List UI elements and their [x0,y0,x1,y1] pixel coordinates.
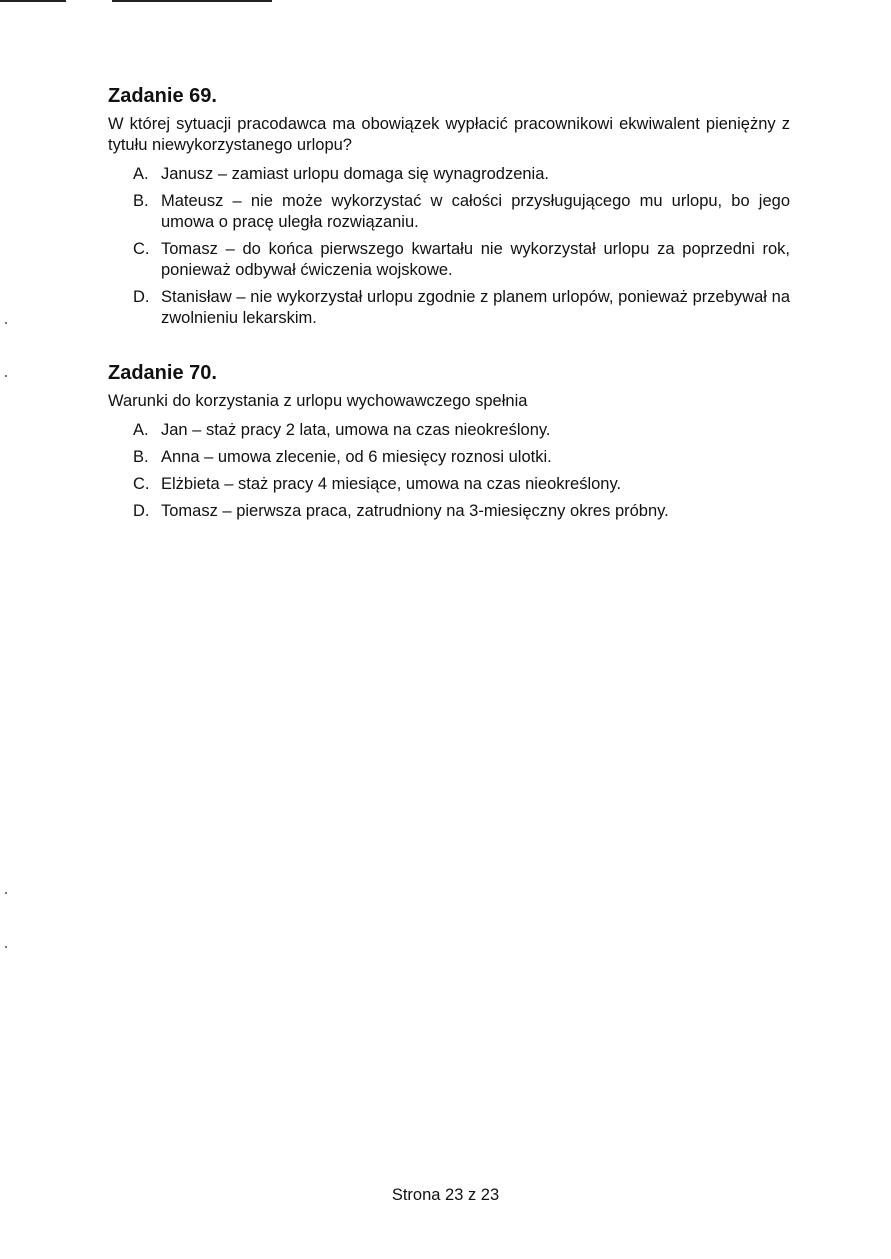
task-69 [108,84,790,335]
task-title: Zadanie 70. [108,362,217,384]
option-letter: C. [133,475,150,493]
task-question: Warunki do korzystania z urlopu wychowawczego spełnia [108,392,528,410]
option-letter: A. [133,165,149,183]
page-number: Strona 23 z 23 [391,1186,500,1204]
top-rule-left [0,0,66,2]
option-letter: D. [133,288,150,306]
task-70 [108,361,790,528]
answer-option [108,501,790,522]
margin-mark [5,892,7,894]
answer-options [108,420,790,522]
option-letter: B. [133,192,149,210]
task-title: Zadanie 69. [108,85,217,107]
option-text: Tomasz – pierwsza praca, zatrudniony na 3-miesięczny okres próbny. [161,502,669,520]
answer-option [108,191,790,233]
option-text: Tomasz – do końca pierwszego kwartału nie wykorzystał urlopu za poprzedni rok, ponieważ odbywał ćwiczenia wojskowe. [161,240,790,279]
option-letter: C. [133,240,150,258]
answer-options [108,164,790,329]
answer-option [108,239,790,281]
option-letter: A. [133,421,149,439]
option-text: Elżbieta – staż pracy 4 miesiące, umowa na czas nieokreślony. [161,475,622,493]
answer-option [108,420,790,441]
option-text: Stanisław – nie wykorzystał urlopu zgodnie z planem urlopów, ponieważ przebywał na zwolnieniu lekarskim. [161,288,790,327]
margin-mark [5,946,7,948]
answer-option [108,164,790,185]
answer-option [108,447,790,468]
margin-mark [5,375,7,377]
top-rule-right [112,0,272,2]
task-question: W której sytuacji pracodawca ma obowiązek wypłacić pracownikowi ekwiwalent pieniężny z tytułu niewykorzystanego urlopu? [108,115,790,154]
option-text: Jan – staż pracy 2 lata, umowa na czas nieokreślony. [161,421,551,439]
answer-option [108,474,790,495]
option-letter: D. [133,502,150,520]
option-text: Mateusz – nie może wykorzystać w całości przysługującego mu urlopu, bo jego umowa o pracę uległa rozwiązaniu. [161,192,790,231]
option-text: Janusz – zamiast urlopu domaga się wynagrodzenia. [161,165,549,183]
margin-mark [5,322,7,324]
option-letter: B. [133,448,149,466]
option-text: Anna – umowa zlecenie, od 6 miesięcy roznosi ulotki. [161,448,552,466]
answer-option [108,287,790,329]
